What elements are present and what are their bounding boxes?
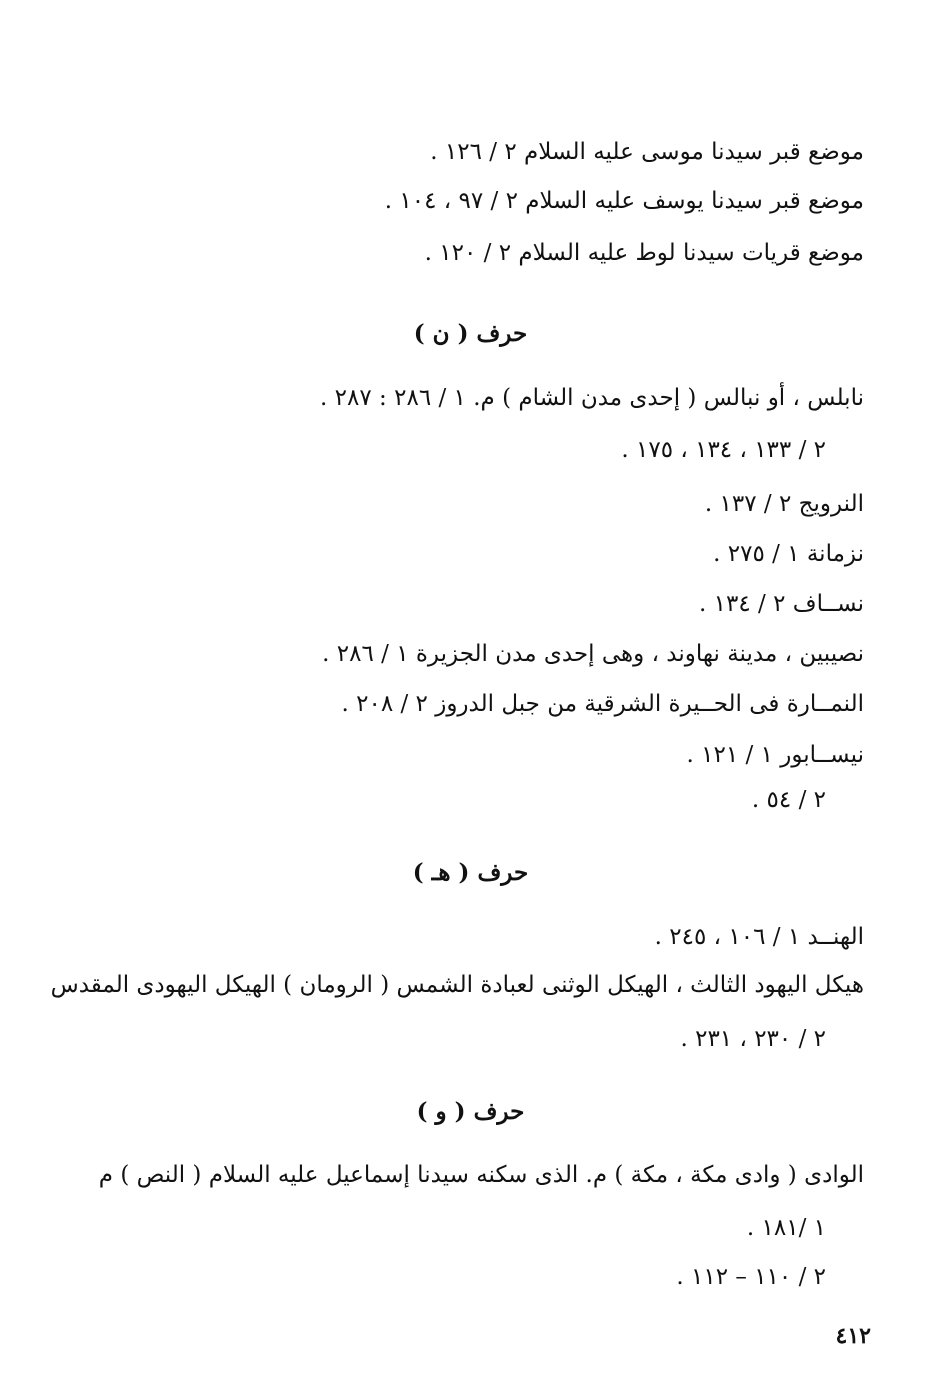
index-entry: هيكل اليهود الثالث ، الهيكل الوثنى لعبادة الشمس ( الرومان ) الهيكل اليهودى المقدس	[50, 972, 864, 998]
index-entry-continuation: ٢ / ١٣٣ ، ١٣٤ ، ١٧٥ .	[621, 437, 826, 463]
index-entry: الهنــد ١ / ١٠٦ ، ٢٤٥ .	[654, 924, 864, 950]
index-entry-continuation: ٢ / ٢٣٠ ، ٢٣١ .	[680, 1026, 826, 1052]
index-entry: النرويج ٢ / ١٣٧ .	[704, 491, 864, 517]
section-heading-nun: حرف ( ن )	[413, 320, 528, 347]
index-entry: نابلس ، أو نبالس ( إحدى مدن الشام ) م. ١ / ٢٨٦ : ٢٨٧ .	[320, 385, 864, 411]
index-entry: موضع قريات سيدنا لوط عليه السلام ٢ / ١٢٠ .	[424, 240, 864, 266]
index-entry: نيســابور ١ / ١٢١ .	[686, 742, 864, 768]
index-entry: النمــارة فى الحــيرة الشرقية من جبل الدروز ٢ / ٢٠٨ .	[341, 691, 864, 717]
section-heading-ha: حرف ( هـ )	[412, 859, 529, 886]
index-entry: موضع قبر سيدنا موسى عليه السلام ٢ / ١٢٦ .	[430, 139, 864, 165]
index-entry: نصيبين ، مدينة نهاوند ، وهى إحدى مدن الجزيرة ١ / ٢٨٦ .	[322, 641, 864, 667]
page-number: ٤١٢	[835, 1323, 871, 1349]
index-entry: نزمانة ١ / ٢٧٥ .	[713, 541, 864, 567]
index-entry-continuation: ١ /١٨١ .	[746, 1215, 826, 1241]
index-entry-continuation: ٢ / ١١٠ – ١١٢ .	[676, 1264, 826, 1290]
index-entry: الوادى ( وادى مكة ، مكة ) م. الذى سكنه سيدنا إسماعيل عليه السلام ( النص ) م	[98, 1162, 864, 1188]
section-heading-waw: حرف ( و )	[416, 1098, 525, 1125]
index-entry: نســاف ٢ / ١٣٤ .	[699, 591, 864, 617]
index-entry: موضع قبر سيدنا يوسف عليه السلام ٢ / ٩٧ ، ١٠٤ .	[384, 188, 864, 214]
index-entry-continuation: ٢ / ٥٤ .	[751, 787, 826, 813]
